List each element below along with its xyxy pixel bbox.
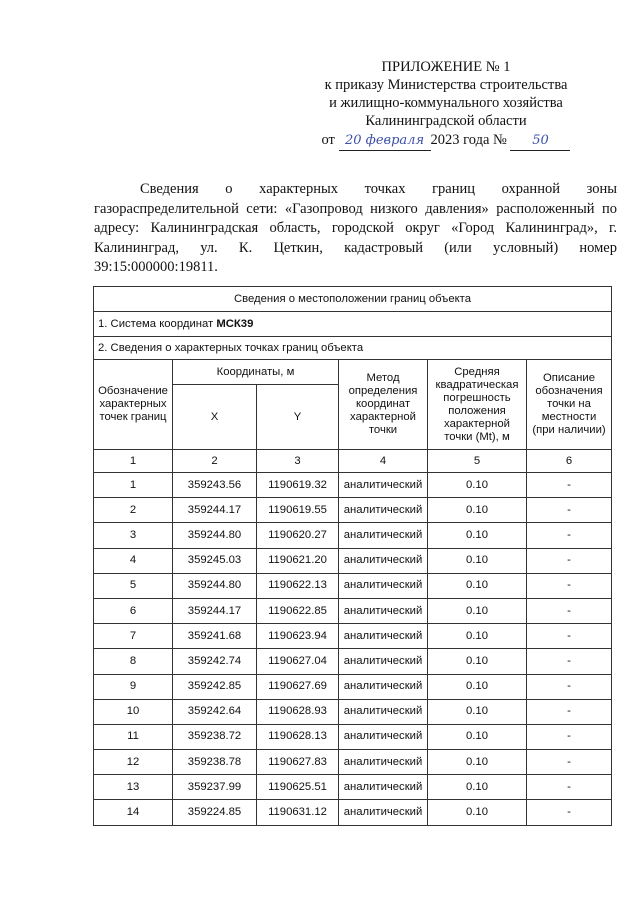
- cell-point-number: 2: [94, 498, 173, 523]
- cell-error: 0.10: [428, 624, 527, 649]
- cell-error: 0.10: [428, 699, 527, 724]
- annex-header: [296, 58, 596, 151]
- coordinate-system-label: 1. Система координат: [98, 317, 217, 330]
- table-row: [94, 598, 612, 623]
- header-x: X: [173, 385, 257, 450]
- cell-method: аналитический: [339, 699, 428, 724]
- cell-error: 0.10: [428, 800, 527, 825]
- cell-y: 1190622.85: [257, 598, 339, 623]
- table-row: [94, 573, 612, 598]
- table-row: [94, 750, 612, 775]
- column-number: 4: [339, 450, 428, 473]
- coordinate-system-value: МСК39: [216, 317, 254, 330]
- cell-point-number: 13: [94, 775, 173, 800]
- cell-x: 359244.17: [173, 498, 257, 523]
- table-row: [94, 724, 612, 749]
- cell-error: 0.10: [428, 750, 527, 775]
- cell-method: аналитический: [339, 624, 428, 649]
- cell-description: -: [527, 573, 612, 598]
- cell-description: -: [527, 498, 612, 523]
- cell-x: 359238.72: [173, 724, 257, 749]
- table-row: [94, 649, 612, 674]
- intro-paragraph: Сведения о характерных точках границ охранной зоны газораспределительной сети: «Газопровод низкого давления» расположенный по адресу: Калининградская область, городской округ «Город Калининград», г. Калининград, ул. К. Цеткин, кадастровый (или условный) номер 39:15:000000:19811.: [94, 181, 617, 275]
- cell-point-number: 12: [94, 750, 173, 775]
- column-number: 3: [257, 450, 339, 473]
- header-error: Средняя квадратическая погрешность положения характерной точки (Mt), м: [428, 360, 527, 450]
- cell-point-number: 5: [94, 573, 173, 598]
- cell-error: 0.10: [428, 523, 527, 548]
- cell-y: 1190620.27: [257, 523, 339, 548]
- column-number: 5: [428, 450, 527, 473]
- date-suffix: 2023 года №: [430, 132, 507, 148]
- order-number-handwritten: 50: [532, 133, 549, 148]
- cell-y: 1190621.20: [257, 548, 339, 573]
- cell-point-number: 3: [94, 523, 173, 548]
- cell-point-number: 10: [94, 699, 173, 724]
- annex-line-3: Калининградской области: [365, 113, 527, 129]
- cell-point-number: 14: [94, 800, 173, 825]
- cell-description: -: [527, 775, 612, 800]
- column-number: 6: [527, 450, 612, 473]
- cell-description: -: [527, 598, 612, 623]
- cell-error: 0.10: [428, 598, 527, 623]
- cell-point-number: 9: [94, 674, 173, 699]
- cell-method: аналитический: [339, 523, 428, 548]
- table-row: [94, 473, 612, 498]
- table-row: [94, 523, 612, 548]
- cell-y: 1190631.12: [257, 800, 339, 825]
- order-number-field: [510, 131, 570, 151]
- table-row: [94, 624, 612, 649]
- cell-point-number: 8: [94, 649, 173, 674]
- cell-y: 1190627.83: [257, 750, 339, 775]
- cell-error: 0.10: [428, 573, 527, 598]
- cell-method: аналитический: [339, 674, 428, 699]
- cell-description: -: [527, 523, 612, 548]
- cell-x: 359242.64: [173, 699, 257, 724]
- cell-x: 359224.85: [173, 800, 257, 825]
- cell-x: 359244.80: [173, 573, 257, 598]
- table-row: [94, 674, 612, 699]
- cell-y: 1190623.94: [257, 624, 339, 649]
- cell-x: 359243.56: [173, 473, 257, 498]
- date-prefix: от: [321, 132, 335, 148]
- cell-x: 359244.80: [173, 523, 257, 548]
- cell-y: 1190628.13: [257, 724, 339, 749]
- cell-description: -: [527, 548, 612, 573]
- cell-x: 359242.74: [173, 649, 257, 674]
- order-date-line: [296, 131, 596, 151]
- cell-description: -: [527, 624, 612, 649]
- cell-method: аналитический: [339, 724, 428, 749]
- cell-point-number: 4: [94, 548, 173, 573]
- header-coordinates: Координаты, м: [173, 360, 339, 385]
- cell-point-number: 1: [94, 473, 173, 498]
- annex-title: ПРИЛОЖЕНИЕ № 1: [381, 59, 511, 75]
- cell-error: 0.10: [428, 724, 527, 749]
- cell-method: аналитический: [339, 573, 428, 598]
- annex-line-1: к приказу Министерства строительства: [324, 77, 568, 93]
- table-title: Сведения о местоположении границ объекта: [94, 287, 612, 312]
- cell-y: 1190627.04: [257, 649, 339, 674]
- cell-y: 1190622.13: [257, 573, 339, 598]
- cell-y: 1190625.51: [257, 775, 339, 800]
- cell-error: 0.10: [428, 674, 527, 699]
- header-point: Обозначение характерных точек границ: [94, 360, 173, 450]
- cell-description: -: [527, 649, 612, 674]
- cell-y: 1190627.69: [257, 674, 339, 699]
- cell-method: аналитический: [339, 649, 428, 674]
- cell-x: 359242.85: [173, 674, 257, 699]
- table-row: [94, 498, 612, 523]
- cell-method: аналитический: [339, 598, 428, 623]
- column-number: 2: [173, 450, 257, 473]
- cell-error: 0.10: [428, 473, 527, 498]
- cell-method: аналитический: [339, 498, 428, 523]
- cell-description: -: [527, 473, 612, 498]
- cell-error: 0.10: [428, 775, 527, 800]
- cell-error: 0.10: [428, 548, 527, 573]
- section-heading: 2. Сведения о характерных точках границ объекта: [94, 337, 612, 360]
- cell-y: 1190628.93: [257, 699, 339, 724]
- column-number: 1: [94, 450, 173, 473]
- table-row: [94, 775, 612, 800]
- cell-point-number: 7: [94, 624, 173, 649]
- cell-description: -: [527, 699, 612, 724]
- cell-x: 359244.17: [173, 598, 257, 623]
- cell-y: 1190619.32: [257, 473, 339, 498]
- order-date-field: [339, 131, 431, 151]
- cell-method: аналитический: [339, 750, 428, 775]
- table-row: [94, 548, 612, 573]
- cell-point-number: 6: [94, 598, 173, 623]
- cell-description: -: [527, 724, 612, 749]
- cell-point-number: 11: [94, 724, 173, 749]
- header-method: Метод определения координат характерной точки: [339, 360, 428, 450]
- table-row: [94, 800, 612, 825]
- cell-method: аналитический: [339, 775, 428, 800]
- cell-method: аналитический: [339, 800, 428, 825]
- cell-description: -: [527, 674, 612, 699]
- cell-method: аналитический: [339, 473, 428, 498]
- cell-x: 359237.99: [173, 775, 257, 800]
- header-y: Y: [257, 385, 339, 450]
- cell-method: аналитический: [339, 548, 428, 573]
- cell-x: 359238.78: [173, 750, 257, 775]
- cell-description: -: [527, 800, 612, 825]
- cell-y: 1190619.55: [257, 498, 339, 523]
- header-description: Описание обозначения точки на местности (при наличии): [527, 360, 612, 450]
- table-row: [94, 699, 612, 724]
- order-date-handwritten: 20 февраля: [344, 133, 425, 148]
- annex-line-2: и жилищно-коммунального хозяйства: [329, 95, 563, 111]
- cell-x: 359245.03: [173, 548, 257, 573]
- cell-x: 359241.68: [173, 624, 257, 649]
- cell-error: 0.10: [428, 498, 527, 523]
- cell-description: -: [527, 750, 612, 775]
- cell-error: 0.10: [428, 649, 527, 674]
- boundary-points-table: [93, 286, 612, 826]
- coordinate-system-row: [94, 312, 612, 337]
